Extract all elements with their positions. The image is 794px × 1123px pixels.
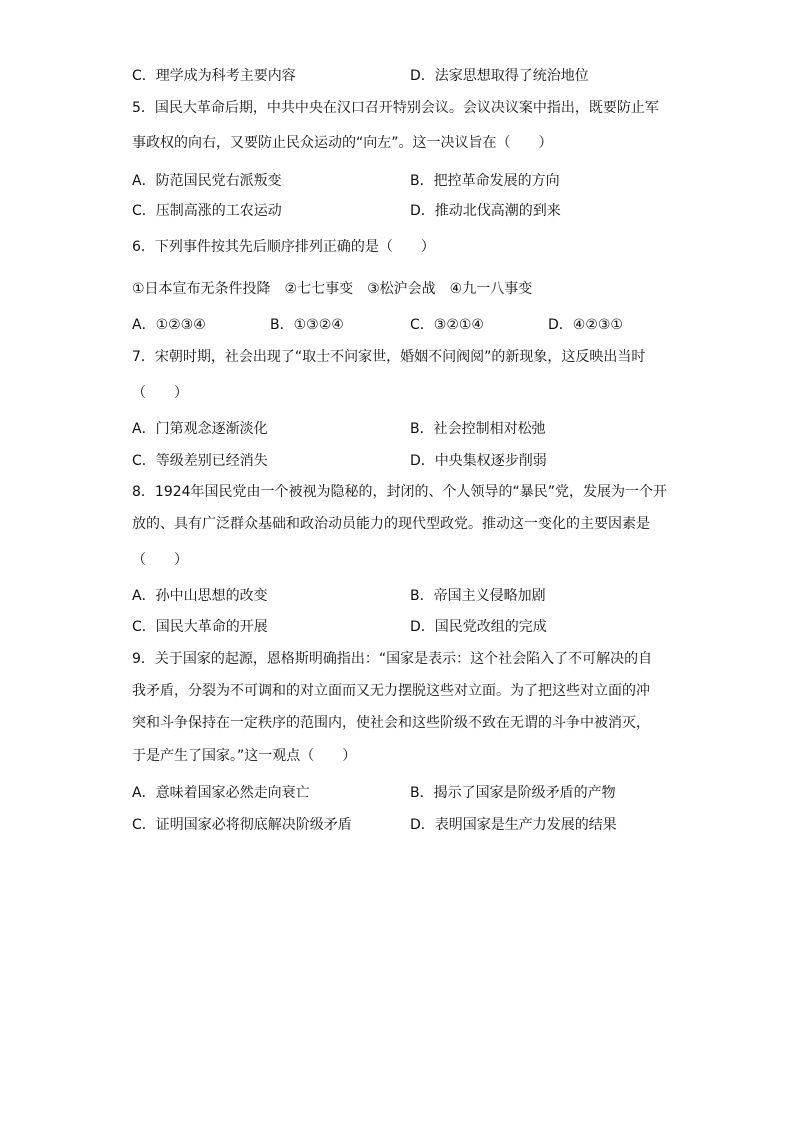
q6-option-b: B．①③②④ [270,317,344,333]
q7-option-b: B．社会控制相对松弛 [410,421,546,437]
q5-option-a: A．防范国民党右派叛变 [132,173,282,189]
q9-stem-line4: 于是产生了国家。”这一观点（ ） [132,748,357,764]
q5-stem-line2: 事政权的向右，又要防止民众运动的“向左”。这一决议旨在（ ） [132,135,553,151]
q8-option-b: B．帝国主义侵略加剧 [410,588,546,604]
q8-stem-line1: 8．1924年国民党由一个被视为隐秘的，封闭的、个人领导的“暴民”党，发展为一个开 [132,484,668,500]
q7-stem-line1: 7．宋朝时期，社会出现了“取士不问家世，婚姻不问阀阅”的新现象，这反映出当时 [132,349,646,365]
q7-option-d: D．中央集权逐步削弱 [410,453,547,469]
q5-stem-line1: 5．国民大革命后期，中共中央在汉口召开特别会议。会议决议案中指出，既要防止军 [132,100,659,116]
q4-option-c: C．理学成为科考主要内容 [132,68,296,84]
q7-option-c: C．等级差别已经消失 [132,453,268,469]
q6-option-d: D．④②③① [548,317,623,333]
q9-option-d: D．表明国家是生产力发展的结果 [410,817,617,833]
q5-option-d: D．推动北伐高潮的到来 [410,203,561,219]
q9-stem-line3: 突和斗争保持在一定秩序的范围内，使社会和这些阶级不致在无谓的斗争中被消灭， [132,715,650,731]
q9-option-b: B．揭示了国家是阶级矛盾的产物 [410,785,616,801]
q4-option-d: D．法家思想取得了统治地位 [410,68,589,84]
q9-option-c: C．证明国家必将彻底解决阶级矛盾 [132,817,352,833]
q8-option-d: D．国民党改组的完成 [410,619,547,635]
q6-option-a: A．①②③④ [132,317,206,333]
q6-stem: 6．下列事件按其先后顺序排列正确的是（ ） [132,239,435,255]
q6-events: ①日本宣布无条件投降 ②七七事变 ③松沪会战 ④九一八事变 [132,281,533,297]
q7-stem-line2: （ ） [132,385,188,401]
q7-option-a: A．门第观念逐渐淡化 [132,421,268,437]
q9-option-a: A．意味着国家必然走向衰亡 [132,785,310,801]
q5-option-c: C．压制高涨的工农运动 [132,203,282,219]
q8-option-a: A．孙中山思想的改变 [132,588,268,604]
q8-stem-line2: 放的、具有广泛群众基础和政治动员能力的现代型政党。推动这一变化的主要因素是 [132,516,650,532]
q6-option-c: C．③②①④ [410,317,484,333]
q9-stem-line1: 9．关于国家的起源，恩格斯明确指出：“国家是表示：这个社会陷入了不可解决的自 [132,651,653,667]
q8-stem-line3: （ ） [132,552,188,568]
q5-option-b: B．把控革命发展的方向 [410,173,560,189]
q8-option-c: C．国民大革命的开展 [132,619,268,635]
q9-stem-line2: 我矛盾，分裂为不可调和的对立面而又无力摆脱这些对立面。为了把这些对立面的冲 [132,683,650,699]
